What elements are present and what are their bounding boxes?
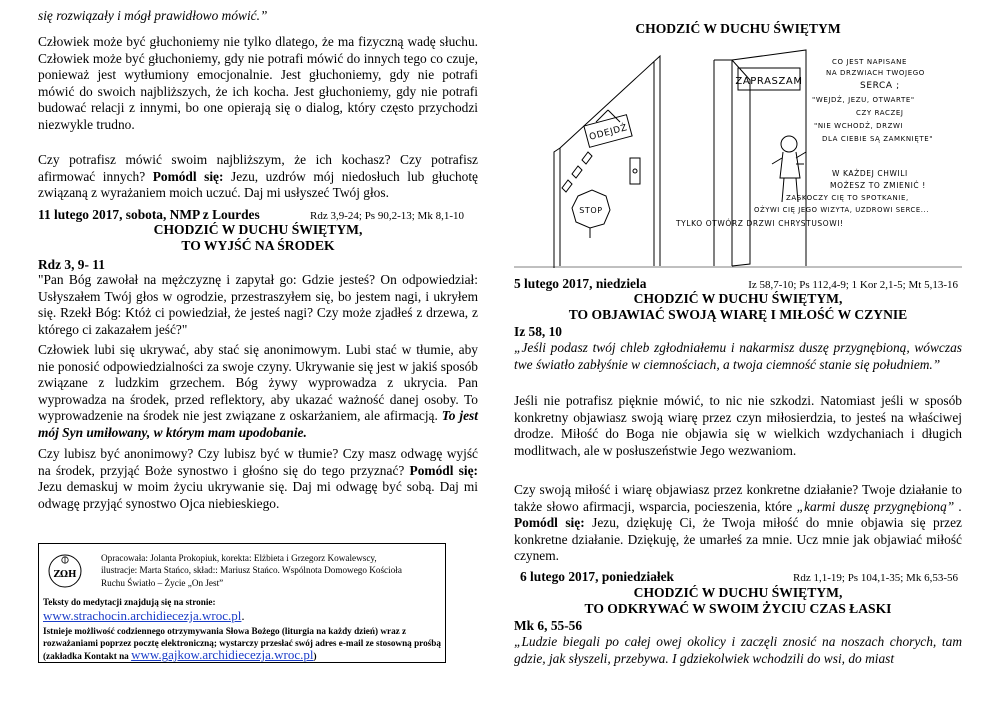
credits-box: ZΩH Opracowała: Jolanta Prokopiuk, korekta: Elżbieta i Grzegorz Kowalewscy, ilustracje: Marta Stańco, skład:: Mariusz Stańco. Wspólnota Domowego Kościoła Ruchu Światło – Życie „On Jest” Teksty do medytacji znajdują się na stronie: www.strachocin.archidiecezja.wroc.pl. Istnieje możliwość codziennego otrzymywania Słowa Bożego (liturgia na każdy dzień) wraz z rozważaniami poprzez pocztę elektroniczną; wystarczy przesłać swój adres e-mail ze stosowną prośbą (zakładka Kontakt na www.gajkow.archidiecezja.wroc.pl): [38, 543, 446, 663]
svg-text:"NIE WCHODŹ, DRZWI: "NIE WCHODŹ, DRZWI: [814, 122, 904, 130]
svg-text:CO JEST NAPISANE: CO JEST NAPISANE: [832, 58, 907, 66]
scripture-quote: "Pan Bóg zawołał na mężczyznę i zapytał go: Gdzie jesteś? On odpowiedział: Usłyszałem Twój głos w ogrodzie, przestraszyłem się, bo jestem nagi, i ukryłem się. Rzekł Bóg: Któż ci powiedział, że jesteś nagi? Czy może zjadłeś z drzewa, z którego ci zakazałem jeść?": [38, 272, 478, 337]
day-date: 11 lutego 2017, sobota, NMP z Lourdes: [38, 207, 260, 222]
scripture-quote: „Ludzie biegali po całej owej okolicy i zaczęli znosić na noszach chorych, tam gdzie, jak słyszeli, przebywa. I gdziekolwiek wchodzili do wsi, do miast: [514, 634, 962, 666]
emphasis-quote: To jest mój Syn umiłowany, w którym mam upodobanie.: [38, 408, 478, 440]
day-header: [514, 276, 962, 292]
svg-text:MOŻESZ TO ZMIENIĆ !: MOŻESZ TO ZMIENIĆ !: [830, 181, 926, 190]
stop-sign: STOP: [579, 206, 603, 215]
paragraph: Człowiek lubi się ukrywać, aby stać się anonimowym. Lubi stać w tłumie, aby nie ponosić odpowiedzialności za swoje czyny. Ukrywanie się jest w jakiś sposób związane z ludzkim grzechem. Bóg żywy wyprowadza z ukrycia. Pan wyprowadza na środek, przed reflektory, aby ukazać ważność danej osoby. To wyprowadzenie na środek nie jest związane z oskarżaniem, ale afirmacją. To jest mój Syn umiłowany, w którym mam upodobanie.: [38, 342, 478, 440]
zoe-logo-icon: [47, 553, 83, 589]
zapraszam-sign: ZAPRASZAM: [735, 76, 803, 87]
section-title-line2: TO WYJŚĆ NA ŚRODEK: [181, 238, 335, 253]
svg-text:DLA CIEBIE SĄ ZAMKNIĘTE": DLA CIEBIE SĄ ZAMKNIĘTE": [822, 135, 934, 143]
section-title-line1: CHODZIĆ W DUCHU ŚWIĘTYM,: [633, 291, 843, 306]
svg-text:TYLKO OTWÓRZ DRZWI CHRYSTUSOWI: TYLKO OTWÓRZ DRZWI CHRYSTUSOWI!: [676, 219, 844, 228]
svg-text:ZΩH: ZΩH: [53, 570, 77, 580]
credits-line: Opracowała: Jolanta Prokopiuk, korekta: Elżbieta i Grzegorz Kowalewscy,: [101, 553, 377, 563]
pray-label: Pomódl się:: [409, 462, 478, 478]
readings-refs: Iz 58,7-10; Ps 112,4-9; 1 Kor 2,1-5; Mt 5,13-16: [748, 279, 958, 291]
doors-illustration: [514, 40, 962, 268]
day-header: [38, 207, 478, 223]
verse-ref: Iz 58, 10: [514, 324, 562, 339]
subscription-info: Istnieje możliwość codziennego otrzymywania Słowa Bożego (liturgia na każdy dzień) wraz z rozważaniami poprzez pocztę elektroniczną; wystarczy przesłać swój adres e-mail ze stosowną prośbą (zakładka Kontakt na www.gajkow.archidiecezja.wroc.pl): [43, 626, 441, 663]
credits-line: ilustracje: Marta Stańco, skład:: Mariusz Stańco. Wspólnota Domowego Kościoła: [101, 565, 402, 576]
svg-text:OŻYWI CIĘ JEGO WIZYTA, UZDROWI: OŻYWI CIĘ JEGO WIZYTA, UZDROWI SERCE...: [754, 206, 930, 214]
readings-refs: Rdz 1,1-19; Ps 104,1-35; Mk 6,53-56: [793, 572, 958, 584]
svg-text:W KAŻDEJ CHWILI: W KAŻDEJ CHWILI: [832, 169, 908, 178]
verse-ref: Rdz 3, 9- 11: [38, 257, 105, 272]
svg-text:NA DRZWIACH TWOJEGO: NA DRZWIACH TWOJEGO: [826, 69, 925, 77]
svg-text:ZASKOCZY CIĘ TO SPOTKANIE,: ZASKOCZY CIĘ TO SPOTKANIE,: [786, 194, 909, 202]
svg-text:SERCA ;: SERCA ;: [860, 81, 900, 91]
svg-text:"WEJDŹ, JEZU, OTWARTE": "WEJDŹ, JEZU, OTWARTE": [812, 96, 915, 104]
reflection-paragraph: Czy swoją miłość i wiarę objawiasz przez konkretne działanie? Twoje działanie to także słowo afirmacji, wsparcia, pocieszenia, które „karmi duszę przygnębioną” . Pomódl się: Jezu, dziękuję Ci, że Twoja miłość do mnie objawia się przez konkretne działanie. Dziękuję, że umarłeś za mnie. Ucz mnie jak objawiać miłość czynem.: [514, 482, 963, 564]
reflection-paragraph: Czy potrafisz mówić swoim najbliższym, że ich kochasz? Czy potrafisz afirmować innych? Pomódl się: Jezu, uzdrów mój niedosłuch lub głuchotę związaną z wyrażaniem moich uczuć. Daj mi usłyszeć Twój głos.: [38, 152, 479, 201]
day-header: [520, 569, 960, 585]
section-title-line2: TO ODKRYWAĆ W SWOIM ŻYCIU CZAS ŁASKI: [584, 601, 892, 616]
pray-label: Pomódl się:: [514, 515, 585, 531]
verse-ref: Mk 6, 55-56: [514, 618, 583, 633]
paragraph: Jeśli nie potrafisz pięknie mówić, to nic nie szkodzi. Natomiast jeśli w sposób konkretny objawiasz swoją wiarę przez czyn miłosierdzia, to jesteś na właściwej drodze. Miłość do Boga nie objawia się w wielkich wzdychaniach i długich modlitwach, ale w posłuszeństwie Jego wezwaniom.: [514, 393, 962, 458]
strachocin-link[interactable]: www.strachocin.archidiecezja.wroc.pl: [43, 608, 242, 624]
credits-line: Ruchu Światło – Życie „On Jest”: [101, 577, 224, 588]
readings-refs: Rdz 3,9-24; Ps 90,2-13; Mk 8,1-10: [310, 210, 464, 222]
continued-text: się rozwiązały i mógł prawidłowo mówić.”: [38, 8, 268, 23]
section-title-line1: CHODZIĆ W DUCHU ŚWIĘTYM,: [153, 222, 363, 237]
day-date: 6 lutego 2017, poniedziałek: [520, 569, 674, 584]
pray-label: Pomódl się:: [152, 168, 224, 184]
section-title-line1: CHODZIĆ W DUCHU ŚWIĘTYM,: [633, 585, 843, 600]
paragraph: Człowiek może być głuchoniemy nie tylko dlatego, że ma fizyczną wadę słuchu. Człowiek może być głuchoniemy, gdy nie potrafi mówić do innych tego co czuje, ponieważ jest wytłumiony emocjonalnie. Jest głuchoniemy, gdy nie potrafi mówić do swoich najbliższych, że ich kocha. Jest głuchoniemy, gdy nie potrafi budować relacji z innymi, bo one opierają się o dialog, który często przychodzi niezwykle trudno.: [38, 34, 478, 132]
reflection-paragraph: Czy lubisz być anonimowy? Czy lubisz być w tłumie? Czy masz odwagę wyjść na środek, przyjąć Boże synostwo i głośno się do tego przyznać? Pomódl się: Jezu demaskuj w moim życiu ukrywanie się. Daj mi odwagę być sobą. Daj mi odwagę przyjąć synostwo Ojca niebieskiego.: [38, 446, 478, 511]
section-title-line2: TO OBJAWIAĆ SWOJĄ WIARĘ I MIŁOŚĆ W CZYNIE: [568, 307, 908, 322]
svg-text:CZY RACZEJ: CZY RACZEJ: [856, 109, 904, 117]
odejdz-sign: ODEJDŹ: [588, 123, 629, 143]
gajkow-link[interactable]: www.gajkow.archidiecezja.wroc.pl: [131, 647, 314, 663]
page-heading: CHODZIĆ W DUCHU ŚWIĘTYM: [635, 21, 841, 36]
meditation-texts-label: Teksty do medytacji znajdują się na stronie:: [43, 597, 216, 607]
day-date: 5 lutego 2017, niedziela: [514, 276, 647, 291]
scripture-quote: „Jeśli podasz twój chleb zgłodniałemu i nakarmisz duszę przygnębioną, wówczas twe światło zabłyśnie w ciemnościach, a twoja ciemność stanie się południem.”: [514, 340, 962, 372]
